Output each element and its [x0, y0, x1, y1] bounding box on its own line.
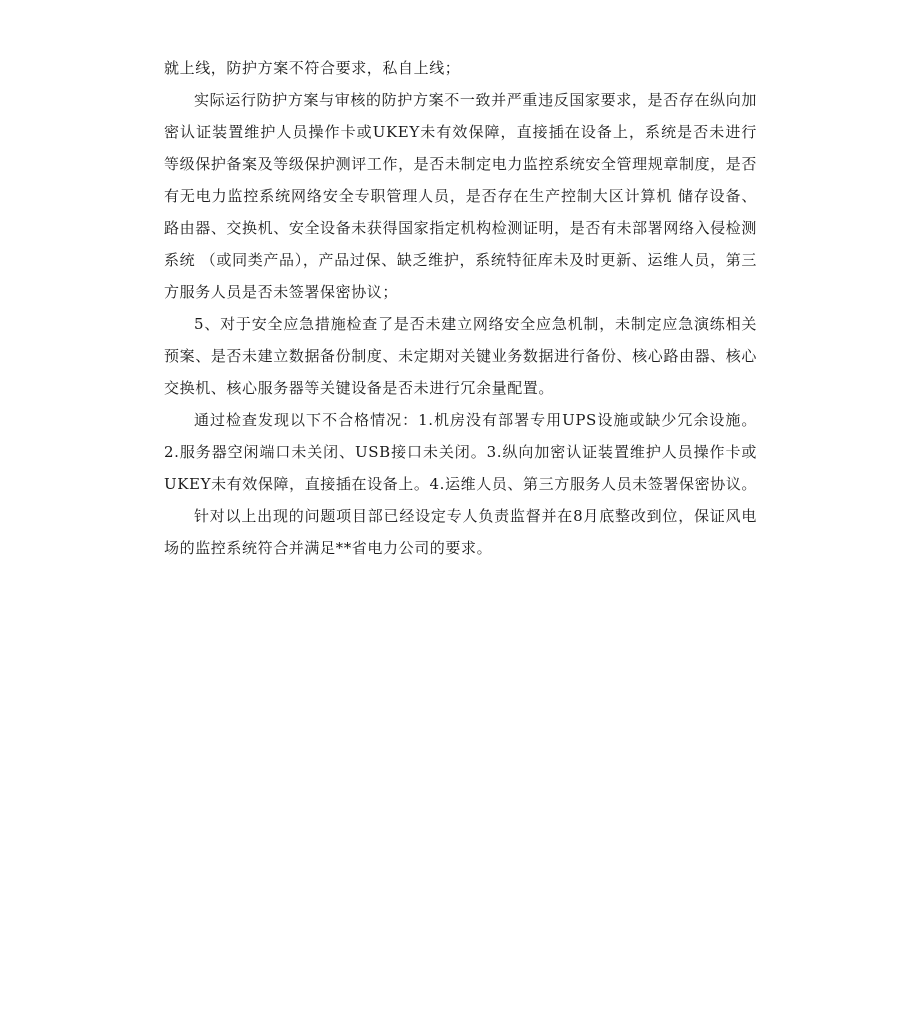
paragraph-rectification: 针对以上出现的问题项目部已经设定专人负责监督并在8月底整改到位，保证风电场的监控系统符合并满足**省电力公司的要求。 — [164, 507, 757, 557]
paragraph-protection-plan: 实际运行防护方案与审核的防护方案不一致并严重违反国家要求，是否存在纵向加密认证装置维护人员操作卡或UKEY未有效保障，直接插在设备上，系统是否未进行等级保护备案及等级保护测评工作，是否未制定电力监控系统安全管理规章制度，是否有无电力监控系统网络安全专职管理人员，是否存在生产控制大区计算机 储存设备、路由器、交换机、安全设备未获得国家指定机构检测证明，是否有未部署网络入侵检测系统 （或同类产品），产品过保、缺乏维护，系统特征库未及时更新、运维人员，第三方服务人员是否未签署保密协议； — [164, 91, 757, 301]
paragraph-continuation: 就上线，防护方案不符合要求，私自上线； — [164, 59, 461, 77]
paragraph-emergency-measures: 5、对于安全应急措施检查了是否未建立网络安全应急机制，未制定应急演练相关预案、是否未建立数据备份制度、未定期对关键业务数据进行备份、核心路由器、核心交换机、核心服务器等关键设备是否未进行冗余量配置。 — [164, 315, 757, 397]
document-body — [164, 52, 757, 564]
paragraph-inspection-findings: 通过检查发现以下不合格情况：1.机房没有部署专用UPS设施或缺少冗余设施。2.服务器空闲端口未关闭、USB接口未关闭。3.纵向加密认证装置维护人员操作卡或UKEY未有效保障，直接插在设备上。4.运维人员、第三方服务人员未签署保密协议。 — [164, 411, 758, 493]
